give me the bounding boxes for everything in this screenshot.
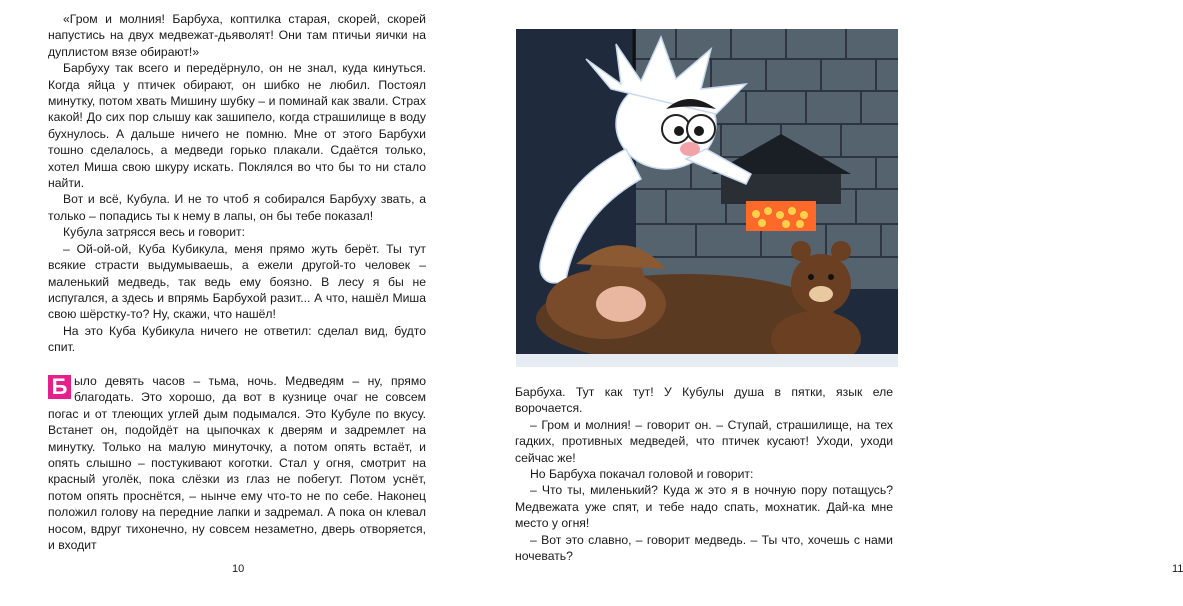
paragraph: – Что ты, миленький? Куда ж это я в ночную пору потащусь? Медвежата уже спят, и тебе надо спать, мохнатик. Дай-ка мне место у огня!	[515, 483, 893, 531]
paragraph: Барбуха. Тут как тут! У Кубулы душа в пятки, язык еле ворочается.	[515, 385, 893, 416]
paragraph: – Ой-ой-ой, Куба Кубикула, меня прямо жуть берёт. Ты тут всякие страсти выдумываешь, а ежели другой-то человек – маленький медведь, так ведь ему боязно. В лесу я бы не испугался, а здесь и впрямь Барбухой разит... А что, нашёл Миша свою шёрстку-то? Ну, скажи, что нашёл!	[48, 241, 426, 322]
illustration	[516, 29, 898, 367]
page-number: 10	[232, 563, 245, 575]
left-top-text	[48, 11, 426, 356]
page-number: 11	[1172, 563, 1183, 575]
illustration-art	[516, 29, 898, 367]
left-bottom-text	[48, 373, 426, 553]
right-page-text	[515, 384, 893, 564]
paragraph: Кубула затрясся весь и говорит:	[63, 225, 246, 240]
paragraph: На это Куба Кубикула ничего не ответил: сделал вид, будто спит.	[48, 323, 426, 355]
paragraph-text: ыло девять часов – тьма, ночь. Медведям – ну, прямо благодать. Это хорошо, да вот в кузнице очаг не совсем погас и от тлеющих углей дым подымался. Это Кубуле по вкусу. Встанет он, подойдёт на цыпочках к дверям и задремлет на минутку. Только на малую минуточку, а потом опять встаёт, и опять слышно – постукивают коготки. Стал у огня, смотрит на красный уголёк, пока слёзки из глаз не побегут. Потом уснёт, потом опять проснётся, – нынче ему что-то не по себе. Наконец положил голову на передние лапки и задремал. А пока он клевал носом, вдруг тихонечно, ну совсем незаметно, дверь отворяется, и входит	[48, 374, 426, 553]
paragraph: Но Барбуха покачал головой и говорит:	[530, 467, 754, 482]
paragraph: Барбуху так всего и передёрнуло, он не знал, куда кинуться. Когда яйца у птичек обирают, он шибко не любил. Постоял минутку, потом хвать Мишину шубку – и поминай как звали. Страх какой! До сих пор слышу как зашипело, когда страшилище в воду бухнулось. А дальше ничего не помню. Мне от этого Барбухи тошно сделалось, а медведи горько плакали. Сдаётся только, хотел Миша свою шкуру искать. Поклялся во что бы то ни стало найти.	[48, 61, 426, 191]
drop-cap: Б	[48, 375, 71, 399]
paragraph: – Вот это славно, – говорит медведь. – Ты что, хочешь с нами ночевать?	[515, 532, 893, 564]
paragraph: «Гром и молния! Барбуха, коптилка старая, скорей, скорей напустись на двух медвежат-дьяволят! Они там птичьи яички на дуплистом вязе обирают!»	[48, 12, 426, 59]
paragraph: Вот и всё, Кубула. И не то чтоб я собирался Барбуху звать, а только – попадись ты к нему в лапы, он бы тебе показал!	[48, 192, 426, 223]
chapter-opening-paragraph	[48, 373, 426, 553]
paragraph: – Гром и молния! – говорит он. – Ступай, страшилище, на тех гадких, противных медведей, что птичек кусают! Уходи, уходи сейчас же!	[515, 417, 893, 465]
left-page	[0, 0, 471, 606]
